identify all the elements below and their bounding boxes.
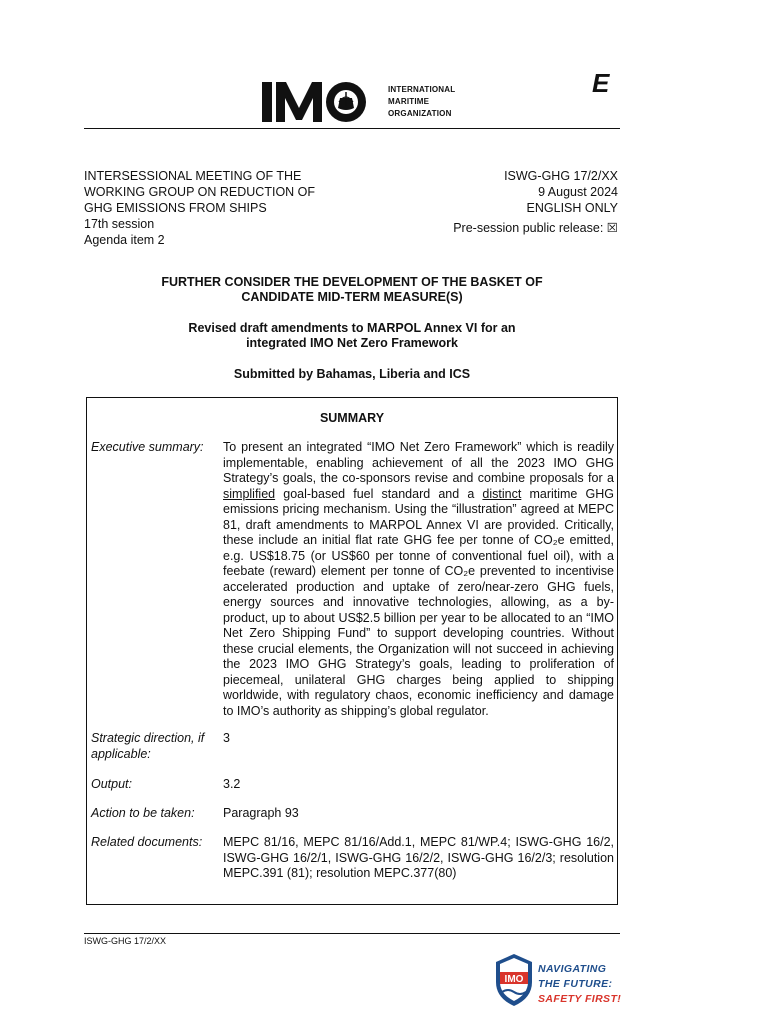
footer-rule: [84, 933, 620, 934]
session-line: 17th session: [84, 217, 155, 231]
related-documents-value: MEPC 81/16, MEPC 81/16/Add.1, MEPC 81/WP.4; ISWG-GHG 16/2, ISWG-GHG 16/2/1, ISWG-GHG 16/2/2, ISWG-GHG 16/2/3; resolution MEPC.391 (81); resolution MEPC.377(80): [223, 835, 614, 880]
badge-word: IMO: [504, 974, 524, 985]
meeting-line: GHG EMISSIONS FROM SHIPS: [84, 201, 267, 215]
document-language: ENGLISH ONLY: [526, 201, 618, 215]
strategic-direction-value: 3: [223, 731, 230, 745]
release-label: Pre-session public release:: [453, 221, 604, 235]
meeting-info: [84, 168, 384, 248]
slogan-line: SAFETY FIRST!: [538, 993, 622, 1005]
document-info: [378, 168, 618, 216]
header-rule: [84, 128, 620, 129]
executive-summary-label: Executive summary:: [91, 440, 204, 454]
release-checkbox-icon: ☒: [606, 221, 618, 235]
agenda-item: Agenda item 2: [84, 233, 165, 247]
summary-heading: SUMMARY: [319, 411, 385, 425]
organization-name: INTERNATIONAL MARITIME ORGANIZATION: [388, 85, 456, 118]
action-label: Action to be taken:: [91, 806, 195, 820]
strategic-direction-label: Strategic direction, if applicable:: [91, 731, 205, 761]
slogan-line: THE FUTURE:: [538, 978, 613, 990]
language-letter: E: [592, 68, 610, 98]
related-documents-label: Related documents:: [91, 835, 203, 849]
footer-document-id: ISWG-GHG 17/2/XX: [84, 936, 167, 946]
meeting-line: WORKING GROUP ON REDUCTION OF: [84, 185, 316, 199]
action-value: Paragraph 93: [223, 806, 299, 820]
sub-title: Revised draft amendments to MARPOL Annex VI for an integrated IMO Net Zero Framework: [188, 321, 516, 350]
output-value: 3.2: [223, 777, 241, 791]
shield-badge-icon: [492, 952, 536, 1008]
main-title: FURTHER CONSIDER THE DEVELOPMENT OF THE BASKET OF CANDIDATE MID-TERM MEASURE(S): [161, 275, 543, 304]
slogan-line: NAVIGATING: [538, 963, 607, 975]
output-label: Output:: [91, 777, 132, 791]
document-symbol: ISWG-GHG 17/2/XX: [504, 169, 618, 183]
submitted-by: Submitted by Bahamas, Liberia and ICS: [233, 367, 471, 381]
meeting-line: INTERSESSIONAL MEETING OF THE: [84, 169, 302, 183]
public-release: [453, 220, 618, 235]
document-date: 9 August 2024: [538, 185, 618, 199]
executive-summary-text: To present an integrated “IMO Net Zero Framework” which is readily implementable, enabling achievement of all the 2023 IMO GHG Strategy’s goals, the co-sponsors revise and combine proposals for a simplified goal-based fuel standard and a distinct maritime GHG emissions pricing mechanism. Using the “illustration” agreed at MEPC 81, draft amendments to MARPOL Annex VI are provided. Critically, these include an initial flat rate GHG fee per tonne of CO₂e emitted, e.g. US$18.75 (or US$60 per tonne of conventional fuel oil), with a feebate (reward) element per tonne of CO₂e prevented to incentivise accelerated production and uptake of zero/near-zero GHG fuels, energy sources and innovative technologies, allowing, as a by-product, up to about US$2.5 billion per year to be allocated to an “IMO Net Zero Shipping Fund” to support developing countries. Without these crucial elements, the Organization will not succeed in achieving the 2023 IMO GHG Strategy’s goals, leading to proliferation of piecemeal, unilateral GHG charges being applied to shipping worldwide, with regulatory chaos, economic inefficiency and damage to IMO’s authority as shipping’s global regulator.: [223, 440, 615, 718]
